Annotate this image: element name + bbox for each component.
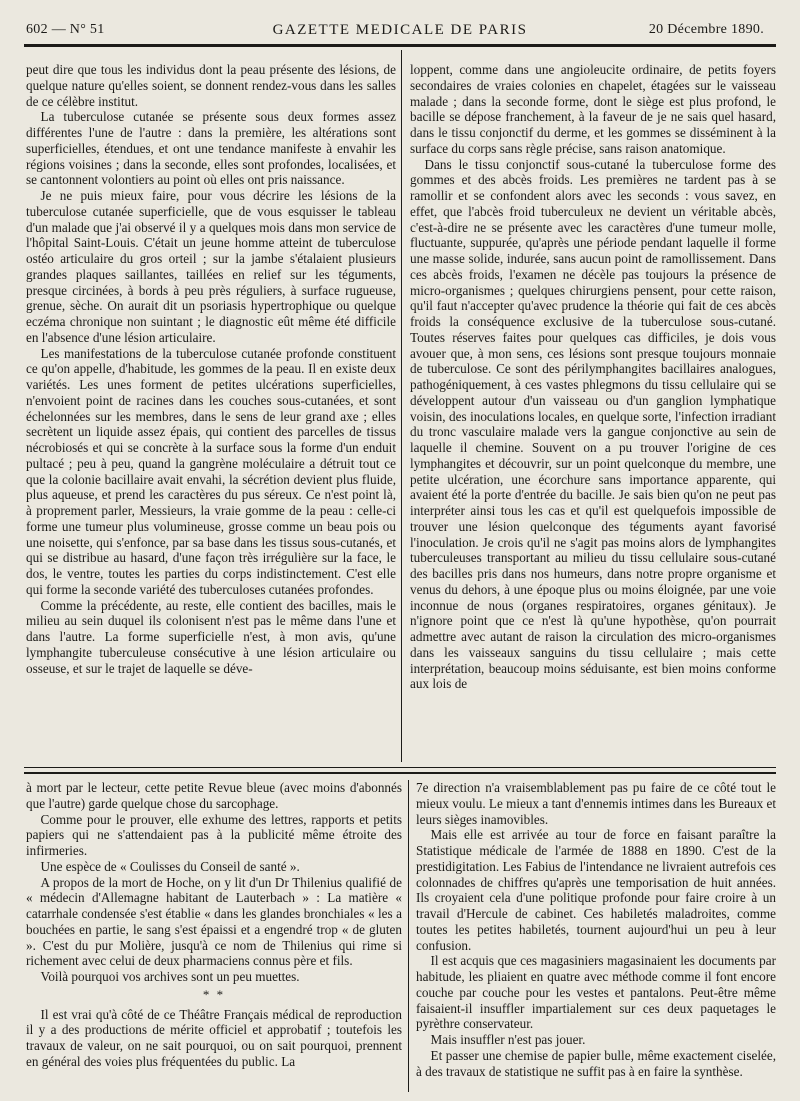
header-rule	[24, 44, 776, 47]
section-separator: * *	[202, 986, 226, 1002]
paragraph: Comme la précédente, au reste, elle contient des bacilles, mais le milieu au sein duquel ils colonisent n'est pas le même dans l'une et dans l'autre. La forme superficielle n'est, à mon avis, qu'une lymphangite tuberculeuse consécutive à une lésion articulaire ou osseuse, et sur le trajet de laquelle se déve-	[26, 597, 396, 676]
paragraph: Une espèce de « Coulisses du Conseil de santé ».	[40, 858, 300, 874]
article-column-right	[410, 62, 776, 762]
paragraph: Mais elle est arrivée au tour de force en faisant paraître la Statistique médicale de l'armée de 1888 en 1890. C'est de la prestidigitation. Les Fabius de l'intendance ne livraient autrefois ces colonnades de chiffres qu'après une temporisation de huit années. Ils croyaient cela d'une politique profonde pour faire croire à un travail d'Hercule de cabinet. Ces habiletés maladroites, comme toutes les petites habiletés, tournent aujourd'hui un peu à leur confusion.	[416, 827, 776, 953]
paragraph: peut dire que tous les individus dont la peau présente des lésions, de quelque nature qu'elles soient, se donnent rendez-vous dans les salles de ce célèbre institut.	[26, 62, 396, 109]
paragraph: loppent, comme dans une angioleucite ordinaire, de petits foyers secondaires de vraies colonies en chapelet, étagées sur le vaisseau malade ; dans la seconde forme, dont le siège est plus profond, le bacille se dépose franchement, à la faveur de je ne sais quel hasard, dans le tissu conjonctif du derme, et les gommes se disséminent à la surface du corps sans règle précise, sans raison anatomique.	[410, 62, 776, 156]
paragraph: Les manifestations de la tuberculose cutanée profonde constituent ce qu'on appelle, d'habitude, les gommes de la peau. Il en existe deux variétés. Les unes forment de petites ulcérations superficielles, n'envoient point de racines dans les couches sous-cutanées, et sont échelonnées sur les membres, dans le sens de leur grand axe ; elles secrètent un liquide assez épais, qui contient des parcelles de tissus nécrobiosés et qui se concrète à la surface sous la forme d'un enduit pultacé ; peu à peu, quand la gangrène moléculaire a détruit tout ce que la colonie bacillaire avait envahi, la sécrétion devient plus fluide, plus aqueuse, et prend les caractères du pus séreux. Ce n'est point là, à proprement parler, Messieurs, la vraie gomme de la peau : celle-ci forme une tumeur plus volumineuse, grosse comme un beau pois ou une noisette, qui s'enfonce, par sa base dans les tissus sous-cutanés, et qui se distribue au hasard, d'une façon très irrégulière sur la face, le dos, le ventre, toutes les parties du corps indistinctement. C'est elle qui forme la seconde variété des tuberculoses cutanées profondes.	[26, 345, 396, 597]
feuilleton-column-right	[416, 780, 776, 1092]
paragraph: Et passer une chemise de papier bulle, même exactement ciselée, à des travaux de statistique ne suffit pas à en faire la synthèse.	[416, 1047, 776, 1079]
paragraph: Dans le tissu conjonctif sous-cutané la tuberculose forme des gommes et des abcès froids. Les premières ne tardent pas à se ramollir et se confondent alors avec les seconds : vous savez, en effet, que l'abcès froid tuberculeux ne devient un véritable abcès, c'est-à-dire ne se présente avec les caractères d'une tumeur molle, fluctuante, suppurée, qu'après une période pendant laquelle il forme une masse solide, indurée, sans aucun point de ramollissement. Dans ces abcès froids, l'examen ne décèle pas toujours la présence de micro-organismes ; quelques chirurgiens pensent, pour cette raison, qu'il faut n'accepter qu'avec prudence la théorie qui fait de ces abcès froids la conséquence exclusive de la tuberculose sous-cutané. Toutes réserves faites pour quelques cas difficiles, je dois vous avouer que, à mon sens, ces lésions sont presque toujours monnaie de tuberculose. Ce sont des périlymphangites bacillaires analogues, pathogéniquement, à ces vastes phlegmons du tissu cellulaire qui se développent autour d'un vaisseau ou d'un ganglion lymphatique voisin, des inoculations locales, en quelque sorte, l'infection irradiant du tronc vasculaire malade vers la gangue conjonctive au sein de laquelle il chemine. Souvent on a pu trouver l'origine de ces lymphangites et découvrir, sur un point quelconque du membre, une petite ulcération, une écorchure sans importance apparente, qui avaient été la porte d'entrée du bacille. Je sais bien qu'on ne peut pas interpréter ainsi tous les cas et qu'il est quelquefois impossible de trouver une lésion quelconque des téguments ayant favorisé l'inoculation. Je crois qu'il ne s'agit pas moins alors de lymphangites tuberculeuses transportant au milieu du tissu cellulaire sous-cutané des bacilles pris dans nos humeurs, dans notre propre organisme et venus du dehors, à une époque plus ou moins éloignée, par une voie inconnue de nous (organes respiratoires, organes génitaux). Je n'ignore point que ce n'est là qu'une hypothèse, qu'on pourrait admettre avec autant de raison la circulation des micro-organismes dans les vaisseaux sanguins du tissu cellulaire ; mais cette interprétation, beaucoup moins séduisante, est bien moins conforme aux lois de	[410, 156, 776, 692]
paragraph: Comme pour le prouver, elle exhume des lettres, rapports et petits papiers qui ne s'attendaient pas à la publicité même étroite des infirmeries.	[26, 811, 402, 858]
feuilleton-rule	[24, 767, 776, 768]
column-divider-top	[401, 50, 402, 762]
paragraph: Je ne puis mieux faire, pour vous décrire les lésions de la tuberculose cutanée superficielle, que de vous esquisser le tableau d'un malade que j'ai observé il y a quelques mois dans mon service de l'hôpital Saint-Louis. C'était un jeune homme atteint de tuberculose ostéo articulaire du gros orteil ; sur la jambe s'étalaient plusieurs grandes plaques saillantes, taillées en relief sur les téguments, presque circinées, à bords à peu près réguliers, à surface rugueuse, grenue, sèche. On aurait dit un psoriasis hypertrophique ou quelque eczéma chronique non suintant ; le diagnostic eût même été difficile en l'absence d'une lésion articulaire.	[26, 188, 396, 345]
paragraph: 7e direction n'a vraisemblablement pas pu faire de ce côté tout le mieux voulu. Le mieux a tant d'ennemis intimes dans les Bureaux et leurs sièges inamovibles.	[416, 780, 776, 827]
column-divider-bottom	[408, 780, 409, 1092]
paragraph: A propos de la mort de Hoche, on y lit d'un Dr Thilenius qualifié de « médecin d'Allemagne habitant de Lauterbach » : La matière « catarrhale condensée s'est établie « dans les glandes bronchiales « les a bouchées en partie, le sang s'est épaissi et a engendré trop « de gluten ». C'est du pur Molière, jusqu'à ce nom de Thilenius qui rime si richement avec celui de deux pharmaciens connus père et fils.	[26, 874, 402, 969]
paragraph: La tuberculose cutanée se présente sous deux formes assez différentes l'une de l'autre : dans la première, les altérations sont superficielles, étendues, et ont une tendance manifeste à envahir les régions voisines ; dans la seconde, elles sont profondes, localisées, et se cantonnent volontiers au point où elles ont pris naissance.	[26, 109, 396, 188]
feuilleton-rule-double	[24, 772, 776, 774]
paragraph: à mort par le lecteur, cette petite Revue bleue (avec moins d'abonnés que l'autre) garde quelque chose du sarcophage.	[26, 780, 402, 811]
paragraph: Mais insuffler n'est pas jouer.	[430, 1032, 586, 1047]
article-column-left	[26, 62, 396, 762]
feuilleton-column-left	[26, 780, 402, 1092]
issue-date: 20 Décembre 1890.	[648, 22, 764, 37]
paragraph: Il est vrai qu'à côté de ce Théâtre Français médical de reproduction il y a des productions de mérite officiel et approbatif ; toutefois les travaux de valeur, on ne sait pourquoi, ou on sait pourquoi, prennent en général des voies plus fréquentées du public. La	[26, 1006, 402, 1069]
paragraph: Il est acquis que ces magasiniers magasinaient les documents par habitude, les pliaient en quatre avec méthode comme il font encore couche par couche pour les vestes et pantalons. Peut-être même faisaient-il insuffler impartialement sur ces deux paquetages le pyrèthre conservateur.	[416, 953, 776, 1032]
paragraph: Voilà pourquoi vos archives sont un peu muettes.	[40, 969, 300, 984]
page-number: 602 — N° 51	[26, 22, 105, 37]
masthead-title: GAZETTE MEDICALE DE PARIS	[272, 22, 528, 38]
